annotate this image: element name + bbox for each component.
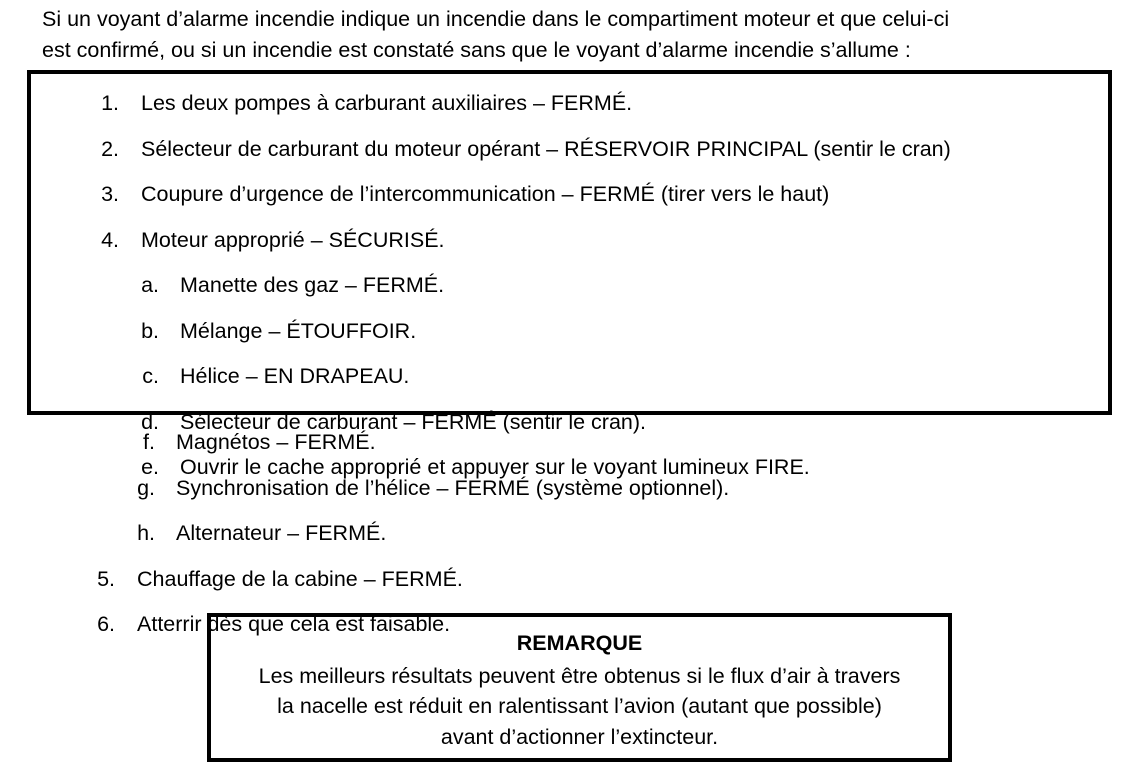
spacer <box>31 119 1108 134</box>
list-item-text: Atterrir dès que cela est faisable. <box>137 612 451 637</box>
list-item <box>31 225 1108 256</box>
list-item-marker: 3. <box>101 182 119 207</box>
remark-line-1: Les meilleurs résultats peuvent être obtenus si le flux d’air à travers <box>258 663 901 688</box>
spacer <box>31 164 1108 179</box>
continued-step-list <box>27 427 1112 640</box>
spacer <box>31 301 1108 316</box>
list-item-text: Magnétos – FERMÉ. <box>176 430 376 454</box>
list-item <box>31 316 1108 347</box>
list-item-text: Synchronisation de l’hélice – FERMÉ (système optionnel). <box>176 475 730 500</box>
spacer <box>31 255 1108 270</box>
list-item-text: Alternateur – FERMÉ. <box>176 521 387 546</box>
list-item-text: Hélice – EN DRAPEAU. <box>180 364 410 389</box>
list-item-marker: a. <box>141 273 159 298</box>
list-item-marker: 1. <box>101 91 119 115</box>
list-item <box>27 473 1112 504</box>
list-item-text: Chauffage de la cabine – FERMÉ. <box>137 566 463 591</box>
list-item <box>27 518 1112 549</box>
list-item-marker: e. <box>141 455 159 480</box>
list-item <box>31 361 1108 392</box>
list-item-marker: 2. <box>101 136 119 161</box>
list-item-text: Ouvrir le cache approprié et appuyer sur le voyant lumineux FIRE. <box>180 455 810 480</box>
spacer <box>27 594 1112 609</box>
list-item <box>31 270 1108 301</box>
list-item-marker: f. <box>143 430 155 454</box>
list-item <box>27 427 1112 458</box>
list-item-marker: 6. <box>97 612 115 637</box>
list-item-marker: c. <box>142 364 159 389</box>
list-item-marker: 5. <box>97 566 115 591</box>
list-item-text: Coupure d’urgence de l’intercommunication – FERMÉ (tirer vers le haut) <box>141 182 830 207</box>
spacer <box>31 346 1108 361</box>
list-item-text: Manette des gaz – FERMÉ. <box>180 273 445 298</box>
remark-title: REMARQUE <box>516 631 643 655</box>
spacer <box>31 210 1108 225</box>
list-item <box>31 88 1108 119</box>
list-item-marker: 4. <box>101 227 119 252</box>
list-item-marker: g. <box>137 475 155 500</box>
intro-line-2: est confirmé, ou si un incendie est constaté sans que le voyant d’alarme incendie s’allume : <box>42 38 911 63</box>
spacer <box>27 458 1112 473</box>
intro-paragraph <box>42 4 1082 66</box>
list-item-text: Les deux pompes à carburant auxiliaires – FERMÉ. <box>141 91 633 115</box>
list-item-text: Moteur approprié – SÉCURISÉ. <box>141 227 445 252</box>
list-item <box>31 179 1108 210</box>
spacer <box>27 549 1112 564</box>
list-item-marker: d. <box>141 409 159 434</box>
boxed-step-list <box>31 74 1108 483</box>
remark-box <box>207 613 952 762</box>
list-item <box>31 134 1108 165</box>
remark-line-2: la nacelle est réduit en ralentissant l’avion (autant que possible) <box>277 694 882 719</box>
list-item-marker: b. <box>141 318 159 343</box>
remark-line-3: avant d’actionner l’extincteur. <box>440 724 719 749</box>
list-item <box>27 564 1112 595</box>
spacer <box>31 392 1108 407</box>
list-item-text: Sélecteur de carburant – FERMÉ (sentir le cran). <box>180 409 647 434</box>
intro-line-1: Si un voyant d’alarme incendie indique un incendie dans le compartiment moteur et que celui-ci <box>42 7 950 31</box>
spacer <box>27 503 1112 518</box>
list-item-text: Sélecteur de carburant du moteur opérant – RÉSERVOIR PRINCIPAL (sentir le cran) <box>141 136 951 161</box>
list-item-marker: h. <box>137 521 155 546</box>
list-item-text: Mélange – ÉTOUFFOIR. <box>180 318 417 343</box>
